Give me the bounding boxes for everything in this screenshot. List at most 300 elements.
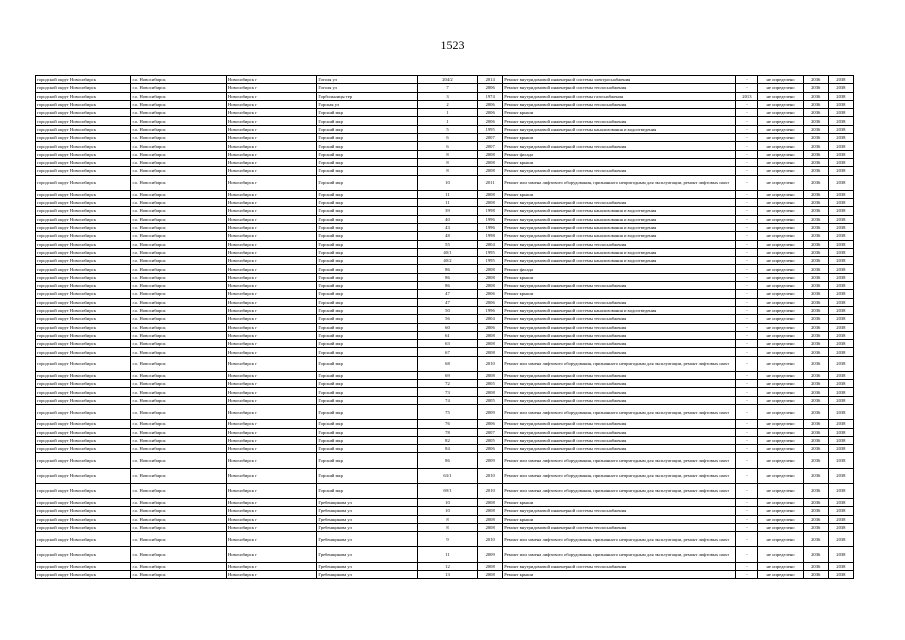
- work-type-cell: Ремонт внутридомовой инженерной системы электроснабжения: [503, 76, 736, 84]
- plan-end-cell: 2038: [828, 436, 853, 444]
- district-cell: г.о. Новосибирск: [131, 340, 226, 348]
- work-type-cell: Ремонт крыши: [503, 515, 736, 523]
- last-repair-cell: -: [736, 570, 758, 578]
- build-year-cell: 2005: [478, 396, 503, 404]
- city-cell: Новосибирск г: [226, 282, 316, 290]
- work-type-cell: Ремонт внутридомовой инженерной системы теплоснабжения: [503, 445, 736, 453]
- street-cell: Горский мкр: [317, 445, 417, 453]
- street-cell: Горский мкр: [317, 306, 417, 314]
- work-type-cell: Ремонт крыши: [503, 190, 736, 198]
- status-cell: не определено: [758, 142, 803, 150]
- municipality-cell: городской округ Новосибирск: [36, 331, 131, 339]
- work-type-cell: Ремонт внутридомовой инженерной системы канализования и водоотведения: [503, 215, 736, 223]
- city-cell: Новосибирск г: [226, 356, 316, 371]
- plan-start-cell: 2036: [803, 167, 828, 175]
- plan-end-cell: 2038: [828, 282, 853, 290]
- district-cell: г.о. Новосибирск: [131, 388, 226, 396]
- municipality-cell: городской округ Новосибирск: [36, 388, 131, 396]
- plan-end-cell: 2038: [828, 348, 853, 356]
- table-row: [36, 356, 854, 371]
- municipality-cell: городской округ Новосибирск: [36, 515, 131, 523]
- plan-end-cell: 2038: [828, 515, 853, 523]
- house-number-cell: 7: [417, 84, 477, 92]
- city-cell: Новосибирск г: [226, 298, 316, 306]
- table-row: [36, 199, 854, 207]
- table-row: [36, 84, 854, 92]
- build-year-cell: 2006: [478, 84, 503, 92]
- build-year-cell: 1995: [478, 257, 503, 265]
- street-cell: Горский мкр: [317, 340, 417, 348]
- street-cell: Горский мкр: [317, 356, 417, 371]
- street-cell: Гребенщикова ул: [317, 562, 417, 570]
- municipality-cell: городской округ Новосибирск: [36, 445, 131, 453]
- plan-end-cell: 2038: [828, 499, 853, 507]
- street-cell: Горский мкр: [317, 109, 417, 117]
- district-cell: г.о. Новосибирск: [131, 257, 226, 265]
- last-repair-cell: -: [736, 240, 758, 248]
- district-cell: г.о. Новосибирск: [131, 199, 226, 207]
- municipality-cell: городской округ Новосибирск: [36, 468, 131, 483]
- status-cell: не определено: [758, 306, 803, 314]
- build-year-cell: 2008: [478, 331, 503, 339]
- plan-start-cell: 2036: [803, 257, 828, 265]
- last-repair-cell: -: [736, 109, 758, 117]
- municipality-cell: городской округ Новосибирск: [36, 158, 131, 166]
- plan-end-cell: 2038: [828, 167, 853, 175]
- work-type-cell: Ремонт внутридомовой инженерной системы теплоснабжения: [503, 100, 736, 108]
- build-year-cell: 1974: [478, 92, 503, 100]
- plan-start-cell: 2036: [803, 199, 828, 207]
- city-cell: Новосибирск г: [226, 468, 316, 483]
- plan-start-cell: 2036: [803, 523, 828, 531]
- last-repair-cell: -: [736, 436, 758, 444]
- house-number-cell: 11: [417, 547, 477, 562]
- work-type-cell: Ремонт внутридомовой инженерной системы теплоснабжения: [503, 331, 736, 339]
- build-year-cell: 2008: [478, 348, 503, 356]
- last-repair-cell: -: [736, 158, 758, 166]
- work-type-cell: Ремонт крыши: [503, 134, 736, 142]
- build-year-cell: 2008: [478, 388, 503, 396]
- table-row: [36, 436, 854, 444]
- street-cell: Гоголя ул: [317, 84, 417, 92]
- last-repair-cell: -: [736, 282, 758, 290]
- house-number-cell: 63: [417, 340, 477, 348]
- municipality-cell: городской округ Новосибирск: [36, 405, 131, 420]
- build-year-cell: 2006: [478, 445, 503, 453]
- plan-end-cell: 2038: [828, 340, 853, 348]
- plan-start-cell: 2036: [803, 436, 828, 444]
- city-cell: Новосибирск г: [226, 223, 316, 231]
- plan-start-cell: 2036: [803, 134, 828, 142]
- work-type-cell: Ремонт внутридомовой инженерной системы теплоснабжения: [503, 420, 736, 428]
- municipality-cell: городской округ Новосибирск: [36, 134, 131, 142]
- status-cell: не определено: [758, 290, 803, 298]
- plan-start-cell: 2036: [803, 84, 828, 92]
- municipality-cell: городской округ Новосибирск: [36, 453, 131, 468]
- status-cell: не определено: [758, 273, 803, 281]
- build-year-cell: 2008: [478, 523, 503, 531]
- table-row: [36, 507, 854, 515]
- municipality-cell: городской округ Новосибирск: [36, 547, 131, 562]
- last-repair-cell: -: [736, 428, 758, 436]
- table-row: [36, 331, 854, 339]
- table-row: [36, 298, 854, 306]
- table-row: [36, 76, 854, 84]
- table-row: [36, 315, 854, 323]
- city-cell: Новосибирск г: [226, 562, 316, 570]
- last-repair-cell: -: [736, 380, 758, 388]
- plan-end-cell: 2038: [828, 420, 853, 428]
- table-row: [36, 117, 854, 125]
- plan-end-cell: 2038: [828, 100, 853, 108]
- house-number-cell: 56: [417, 315, 477, 323]
- last-repair-cell: -: [736, 223, 758, 231]
- street-cell: Гребенщикова ул: [317, 499, 417, 507]
- municipality-cell: городской округ Новосибирск: [36, 167, 131, 175]
- build-year-cell: 1995: [478, 125, 503, 133]
- city-cell: Новосибирск г: [226, 445, 316, 453]
- district-cell: г.о. Новосибирск: [131, 84, 226, 92]
- work-type-cell: Ремонт внутридомовой инженерной системы газоснабжения: [503, 92, 736, 100]
- district-cell: г.о. Новосибирск: [131, 356, 226, 371]
- city-cell: Новосибирск г: [226, 125, 316, 133]
- street-cell: Горский мкр: [317, 348, 417, 356]
- plan-start-cell: 2036: [803, 298, 828, 306]
- street-cell: Горский мкр: [317, 175, 417, 190]
- build-year-cell: 2007: [478, 134, 503, 142]
- plan-start-cell: 2036: [803, 405, 828, 420]
- plan-start-cell: 2036: [803, 215, 828, 223]
- plan-start-cell: 2036: [803, 507, 828, 515]
- municipality-cell: городской округ Новосибирск: [36, 290, 131, 298]
- status-cell: не определено: [758, 232, 803, 240]
- work-type-cell: Ремонт внутридомовой инженерной системы канализования и водоотведения: [503, 207, 736, 215]
- plan-end-cell: 2038: [828, 207, 853, 215]
- build-year-cell: 2006: [478, 290, 503, 298]
- house-number-cell: 50: [417, 306, 477, 314]
- last-repair-cell: -: [736, 199, 758, 207]
- work-type-cell: Ремонт крыши: [503, 499, 736, 507]
- plan-end-cell: 2038: [828, 547, 853, 562]
- district-cell: г.о. Новосибирск: [131, 125, 226, 133]
- table-row: [36, 125, 854, 133]
- city-cell: Новосибирск г: [226, 158, 316, 166]
- status-cell: не определено: [758, 428, 803, 436]
- district-cell: г.о. Новосибирск: [131, 445, 226, 453]
- municipality-cell: городской округ Новосибирск: [36, 223, 131, 231]
- street-cell: Горский мкр: [317, 396, 417, 404]
- last-repair-cell: -: [736, 84, 758, 92]
- city-cell: Новосибирск г: [226, 331, 316, 339]
- table-row: [36, 388, 854, 396]
- street-cell: Гребенщикова ул: [317, 523, 417, 531]
- district-cell: г.о. Новосибирск: [131, 150, 226, 158]
- status-cell: не определено: [758, 348, 803, 356]
- status-cell: не определено: [758, 547, 803, 562]
- district-cell: г.о. Новосибирск: [131, 523, 226, 531]
- plan-start-cell: 2036: [803, 273, 828, 281]
- district-cell: г.о. Новосибирск: [131, 100, 226, 108]
- work-type-cell: Ремонт или замена лифтового оборудования, признанного непригодным для эксплуатации, ремонт лифтовых шахт: [503, 532, 736, 547]
- last-repair-cell: -: [736, 523, 758, 531]
- last-repair-cell: -: [736, 232, 758, 240]
- plan-end-cell: 2038: [828, 248, 853, 256]
- city-cell: Новосибирск г: [226, 436, 316, 444]
- plan-end-cell: 2038: [828, 92, 853, 100]
- municipality-cell: городской округ Новосибирск: [36, 570, 131, 578]
- capital-repair-table: [35, 75, 854, 579]
- plan-start-cell: 2036: [803, 331, 828, 339]
- house-number-cell: 11: [417, 199, 477, 207]
- district-cell: г.о. Новосибирск: [131, 290, 226, 298]
- city-cell: Новосибирск г: [226, 380, 316, 388]
- municipality-cell: городской округ Новосибирск: [36, 240, 131, 248]
- plan-start-cell: 2036: [803, 76, 828, 84]
- city-cell: Новосибирск г: [226, 109, 316, 117]
- city-cell: Новосибирск г: [226, 523, 316, 531]
- status-cell: не определено: [758, 515, 803, 523]
- last-repair-cell: -: [736, 142, 758, 150]
- city-cell: Новосибирск г: [226, 150, 316, 158]
- table-row: [36, 468, 854, 483]
- plan-end-cell: 2038: [828, 109, 853, 117]
- status-cell: не определено: [758, 380, 803, 388]
- district-cell: г.о. Новосибирск: [131, 223, 226, 231]
- plan-end-cell: 2038: [828, 532, 853, 547]
- house-number-cell: 40: [417, 215, 477, 223]
- city-cell: Новосибирск г: [226, 507, 316, 515]
- city-cell: Новосибирск г: [226, 117, 316, 125]
- work-type-cell: Ремонт внутридомовой инженерной системы теплоснабжения: [503, 240, 736, 248]
- last-repair-cell: -: [736, 499, 758, 507]
- district-cell: г.о. Новосибирск: [131, 92, 226, 100]
- table-row: [36, 562, 854, 570]
- municipality-cell: городской округ Новосибирск: [36, 348, 131, 356]
- last-repair-cell: -: [736, 207, 758, 215]
- plan-end-cell: 2038: [828, 117, 853, 125]
- plan-end-cell: 2038: [828, 483, 853, 498]
- last-repair-cell: -: [736, 396, 758, 404]
- build-year-cell: 2008: [478, 340, 503, 348]
- table-row: [36, 445, 854, 453]
- house-number-cell: 84: [417, 445, 477, 453]
- last-repair-cell: -: [736, 562, 758, 570]
- status-cell: не определено: [758, 84, 803, 92]
- municipality-cell: городской округ Новосибирск: [36, 396, 131, 404]
- status-cell: не определено: [758, 76, 803, 84]
- page-number: 1523: [440, 38, 465, 52]
- district-cell: г.о. Новосибирск: [131, 483, 226, 498]
- street-cell: Горский мкр: [317, 453, 417, 468]
- plan-end-cell: 2038: [828, 76, 853, 84]
- status-cell: не определено: [758, 323, 803, 331]
- plan-start-cell: 2036: [803, 547, 828, 562]
- last-repair-cell: -: [736, 134, 758, 142]
- district-cell: г.о. Новосибирск: [131, 499, 226, 507]
- plan-end-cell: 2038: [828, 445, 853, 453]
- last-repair-cell: -: [736, 547, 758, 562]
- house-number-cell: 43: [417, 223, 477, 231]
- street-cell: Горский мкр: [317, 240, 417, 248]
- work-type-cell: Ремонт внутридомовой инженерной системы теплоснабжения: [503, 117, 736, 125]
- plan-end-cell: 2038: [828, 523, 853, 531]
- last-repair-cell: -: [736, 371, 758, 379]
- plan-end-cell: 2038: [828, 323, 853, 331]
- work-type-cell: Ремонт внутридомовой инженерной системы теплоснабжения: [503, 340, 736, 348]
- city-cell: Новосибирск г: [226, 348, 316, 356]
- municipality-cell: городской округ Новосибирск: [36, 76, 131, 84]
- build-year-cell: 2008: [478, 282, 503, 290]
- build-year-cell: 2004: [478, 315, 503, 323]
- build-year-cell: 2009: [478, 405, 503, 420]
- table-row: [36, 371, 854, 379]
- street-cell: Горский мкр: [317, 265, 417, 273]
- district-cell: г.о. Новосибирск: [131, 570, 226, 578]
- municipality-cell: городской округ Новосибирск: [36, 175, 131, 190]
- plan-end-cell: 2038: [828, 388, 853, 396]
- municipality-cell: городской округ Новосибирск: [36, 100, 131, 108]
- status-cell: не определено: [758, 109, 803, 117]
- last-repair-cell: -: [736, 405, 758, 420]
- city-cell: Новосибирск г: [226, 340, 316, 348]
- table-row: [36, 282, 854, 290]
- plan-start-cell: 2036: [803, 380, 828, 388]
- house-number-cell: 86: [417, 282, 477, 290]
- district-cell: г.о. Новосибирск: [131, 215, 226, 223]
- plan-start-cell: 2036: [803, 468, 828, 483]
- district-cell: г.о. Новосибирск: [131, 207, 226, 215]
- plan-end-cell: 2038: [828, 84, 853, 92]
- house-number-cell: 8: [417, 515, 477, 523]
- municipality-cell: городской округ Новосибирск: [36, 84, 131, 92]
- municipality-cell: городской округ Новосибирск: [36, 356, 131, 371]
- district-cell: г.о. Новосибирск: [131, 532, 226, 547]
- table-row: [36, 380, 854, 388]
- table-row: [36, 158, 854, 166]
- house-number-cell: 47: [417, 290, 477, 298]
- build-year-cell: 2009: [478, 453, 503, 468]
- city-cell: Новосибирск г: [226, 92, 316, 100]
- house-number-cell: 76: [417, 420, 477, 428]
- municipality-cell: городской округ Новосибирск: [36, 109, 131, 117]
- work-type-cell: Ремонт внутридомовой инженерной системы канализования и водоотведения: [503, 125, 736, 133]
- build-year-cell: 2010: [478, 468, 503, 483]
- status-cell: не определено: [758, 167, 803, 175]
- plan-end-cell: 2038: [828, 507, 853, 515]
- work-type-cell: Ремонт внутридомовой инженерной системы теплоснабжения: [503, 428, 736, 436]
- status-cell: не определено: [758, 371, 803, 379]
- build-year-cell: 2010: [478, 483, 503, 498]
- house-number-cell: 8: [417, 167, 477, 175]
- city-cell: Новосибирск г: [226, 76, 316, 84]
- street-cell: Горский мкр: [317, 158, 417, 166]
- district-cell: г.о. Новосибирск: [131, 468, 226, 483]
- plan-start-cell: 2036: [803, 340, 828, 348]
- city-cell: Новосибирск г: [226, 134, 316, 142]
- city-cell: Новосибирск г: [226, 315, 316, 323]
- build-year-cell: 2006: [478, 100, 503, 108]
- district-cell: г.о. Новосибирск: [131, 380, 226, 388]
- work-type-cell: Ремонт крыши: [503, 109, 736, 117]
- municipality-cell: городской округ Новосибирск: [36, 436, 131, 444]
- city-cell: Новосибирск г: [226, 175, 316, 190]
- plan-start-cell: 2036: [803, 207, 828, 215]
- plan-end-cell: 2038: [828, 315, 853, 323]
- house-number-cell: 9: [417, 532, 477, 547]
- status-cell: не определено: [758, 445, 803, 453]
- house-number-cell: 40/2: [417, 257, 477, 265]
- status-cell: не определено: [758, 92, 803, 100]
- street-cell: Горский мкр: [317, 207, 417, 215]
- municipality-cell: городской округ Новосибирск: [36, 265, 131, 273]
- table-row: [36, 428, 854, 436]
- city-cell: Новосибирск г: [226, 388, 316, 396]
- street-cell: Горский мкр: [317, 199, 417, 207]
- house-number-cell: 60: [417, 323, 477, 331]
- status-cell: не определено: [758, 315, 803, 323]
- last-repair-cell: -: [736, 298, 758, 306]
- plan-start-cell: 2036: [803, 150, 828, 158]
- plan-start-cell: 2036: [803, 348, 828, 356]
- status-cell: не определено: [758, 117, 803, 125]
- plan-end-cell: 2038: [828, 468, 853, 483]
- status-cell: не определено: [758, 570, 803, 578]
- municipality-cell: городской округ Новосибирск: [36, 282, 131, 290]
- work-type-cell: Ремонт крыши: [503, 290, 736, 298]
- plan-end-cell: 2038: [828, 371, 853, 379]
- status-cell: не определено: [758, 523, 803, 531]
- build-year-cell: 2006: [478, 323, 503, 331]
- district-cell: г.о. Новосибирск: [131, 167, 226, 175]
- district-cell: г.о. Новосибирск: [131, 331, 226, 339]
- plan-start-cell: 2036: [803, 315, 828, 323]
- work-type-cell: Ремонт внутридомовой инженерной системы теплоснабжения: [503, 142, 736, 150]
- district-cell: г.о. Новосибирск: [131, 142, 226, 150]
- plan-start-cell: 2036: [803, 532, 828, 547]
- build-year-cell: 2008: [478, 273, 503, 281]
- house-number-cell: 11: [417, 190, 477, 198]
- build-year-cell: 1996: [478, 223, 503, 231]
- plan-start-cell: 2036: [803, 125, 828, 133]
- house-number-cell: 2: [417, 100, 477, 108]
- municipality-cell: городской округ Новосибирск: [36, 117, 131, 125]
- house-number-cell: 61: [417, 331, 477, 339]
- status-cell: не определено: [758, 340, 803, 348]
- street-cell: Гребенщикова ул: [317, 515, 417, 523]
- plan-end-cell: 2038: [828, 240, 853, 248]
- plan-start-cell: 2036: [803, 570, 828, 578]
- plan-end-cell: 2038: [828, 190, 853, 198]
- city-cell: Новосибирск г: [226, 428, 316, 436]
- plan-start-cell: 2036: [803, 483, 828, 498]
- house-number-cell: 55: [417, 240, 477, 248]
- work-type-cell: Ремонт внутридомовой инженерной системы теплоснабжения: [503, 84, 736, 92]
- house-number-cell: 86: [417, 273, 477, 281]
- city-cell: Новосибирск г: [226, 405, 316, 420]
- status-cell: не определено: [758, 453, 803, 468]
- last-repair-cell: -: [736, 340, 758, 348]
- table-row: [36, 92, 854, 100]
- district-cell: г.о. Новосибирск: [131, 117, 226, 125]
- street-cell: Горский мкр: [317, 150, 417, 158]
- city-cell: Новосибирск г: [226, 199, 316, 207]
- work-type-cell: Ремонт внутридомовой инженерной системы теплоснабжения: [503, 199, 736, 207]
- plan-end-cell: 2038: [828, 232, 853, 240]
- district-cell: г.о. Новосибирск: [131, 507, 226, 515]
- street-cell: Гребенщикова ул: [317, 532, 417, 547]
- plan-start-cell: 2036: [803, 356, 828, 371]
- municipality-cell: городской округ Новосибирск: [36, 248, 131, 256]
